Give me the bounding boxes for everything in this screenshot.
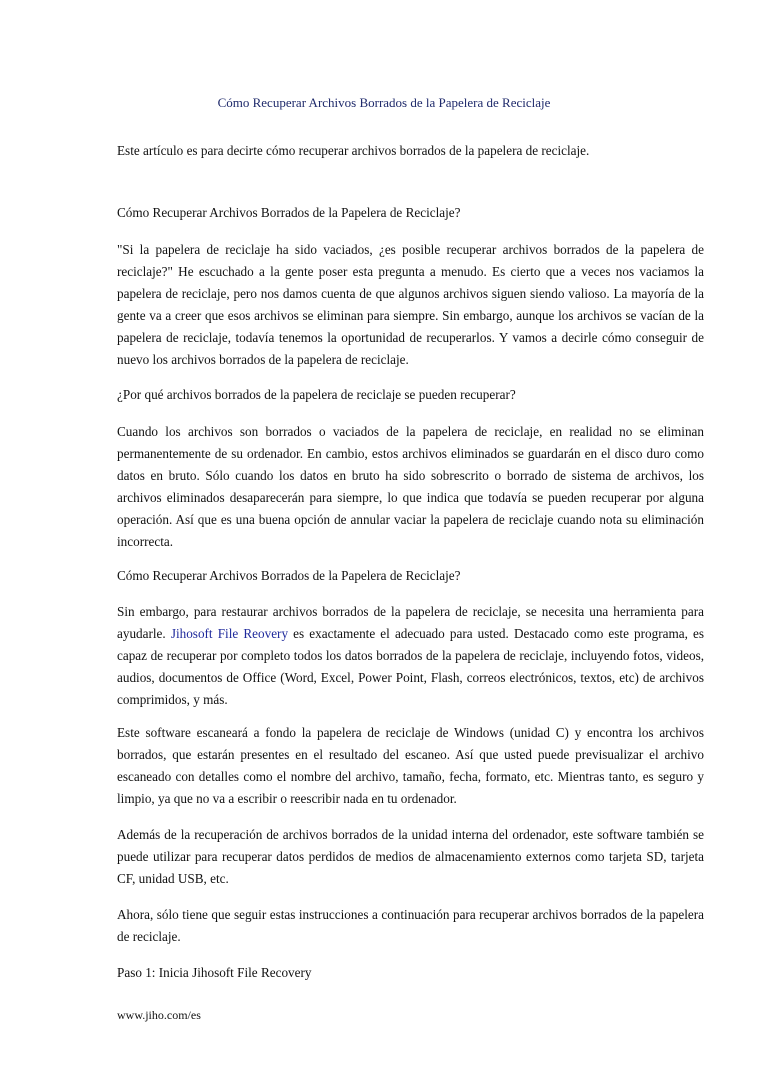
paragraph-2: Cuando los archivos son borrados o vaciados de la papelera de reciclaje, en realidad no se eliminan permanentemente de su ordenador. En cambio, estos archivos eliminados se guardarán en el disco duro como datos en bruto. Sólo cuando los datos en bruto ha sido sobrescrito o borrado de sistema de archivos, los archivos eliminados desaparecerán para siempre, lo que indica que todavía se pueden recuperar por alguna operación. Así que es una buena opción de annular vaciar la papelera de reciclaje cuando nota su eliminación incorrecta.: [117, 424, 704, 549]
paragraph-4: Este software escaneará a fondo la papelera de reciclaje de Windows (unidad C) y encontra los archivos borrados, que estarán presentes en el resultado del escaneo. Así que usted puede previsualizar el archivo escaneado con detalles como el nombre del archivo, tamaño, fecha, formato, etc. Mientras tanto, es seguro y limpio, ya que no va a escribir o reescribir nada en tu ordenador.: [117, 725, 704, 806]
intro-paragraph: Este artículo es para decirte cómo recuperar archivos borrados de la papelera de reciclaje.: [117, 143, 590, 158]
paragraph-1: "Si la papelera de reciclaje ha sido vaciados, ¿es posible recuperar archivos borrados de la papelera de reciclaje?" He escuchado a la gente poser esta pregunta a menudo. Es cierto que a veces nos vaciamos la papelera de reciclaje, pero nos damos cuenta de que algunos archivos siguen siendo valioso. La mayoría de la gente va a creer que esos archivos se eliminan para siempre. Sin embargo, aunque los archivos se vacían de la papelera de reciclaje, todavía tenemos la oportunidad de recuperarlos. Y vamos a decirle cómo conseguir de nuevo los archivos borrados de la papelera de reciclaje.: [117, 242, 704, 367]
paragraph-3-text-before: Sin embargo, para restaurar archivos borrados de la papelera de reciclaje, se necesita una herramienta para ayudarle.: [117, 604, 704, 641]
paragraph-6: Ahora, sólo tiene que seguir estas instrucciones a continuación para recuperar archivos borrados de la papelera de reciclaje.: [117, 907, 704, 944]
paragraph-3-text-after: es exactamente el adecuado para usted. Destacado como este programa, es capaz de recuperar por completo todos los datos borrados de la papelera de reciclaje, incluyendo fotos, videos, audios, documentos de Office (Word, Excel, Power Point, Flash, correos electrónicos, textos, etc) de archivos comprimidos, y más.: [117, 626, 704, 707]
document-title: Cómo Recuperar Archivos Borrados de la Papelera de Reciclaje: [217, 95, 551, 110]
paragraph-5: Además de la recuperación de archivos borrados de la unidad interna del ordenador, este software también se puede utilizar para recuperar datos perdidos de medios de almacenamiento externos como tarjeta SD, tarjeta CF, unidad USB, etc.: [117, 827, 704, 886]
footer-url: www.jiho.com/es: [117, 1008, 201, 1022]
section-heading-3: Cómo Recuperar Archivos Borrados de la Papelera de Reciclaje?: [117, 568, 461, 583]
section-heading-2: ¿Por qué archivos borrados de la papelera de reciclaje se pueden recuperar?: [117, 387, 516, 402]
jihosoft-file-recovery-link[interactable]: Jihosoft File Reovery: [170, 626, 289, 641]
step-1-heading: Paso 1: Inicia Jihosoft File Recovery: [117, 965, 312, 980]
paragraph-3: [117, 601, 704, 711]
section-heading-1: Cómo Recuperar Archivos Borrados de la Papelera de Reciclaje?: [117, 205, 461, 220]
